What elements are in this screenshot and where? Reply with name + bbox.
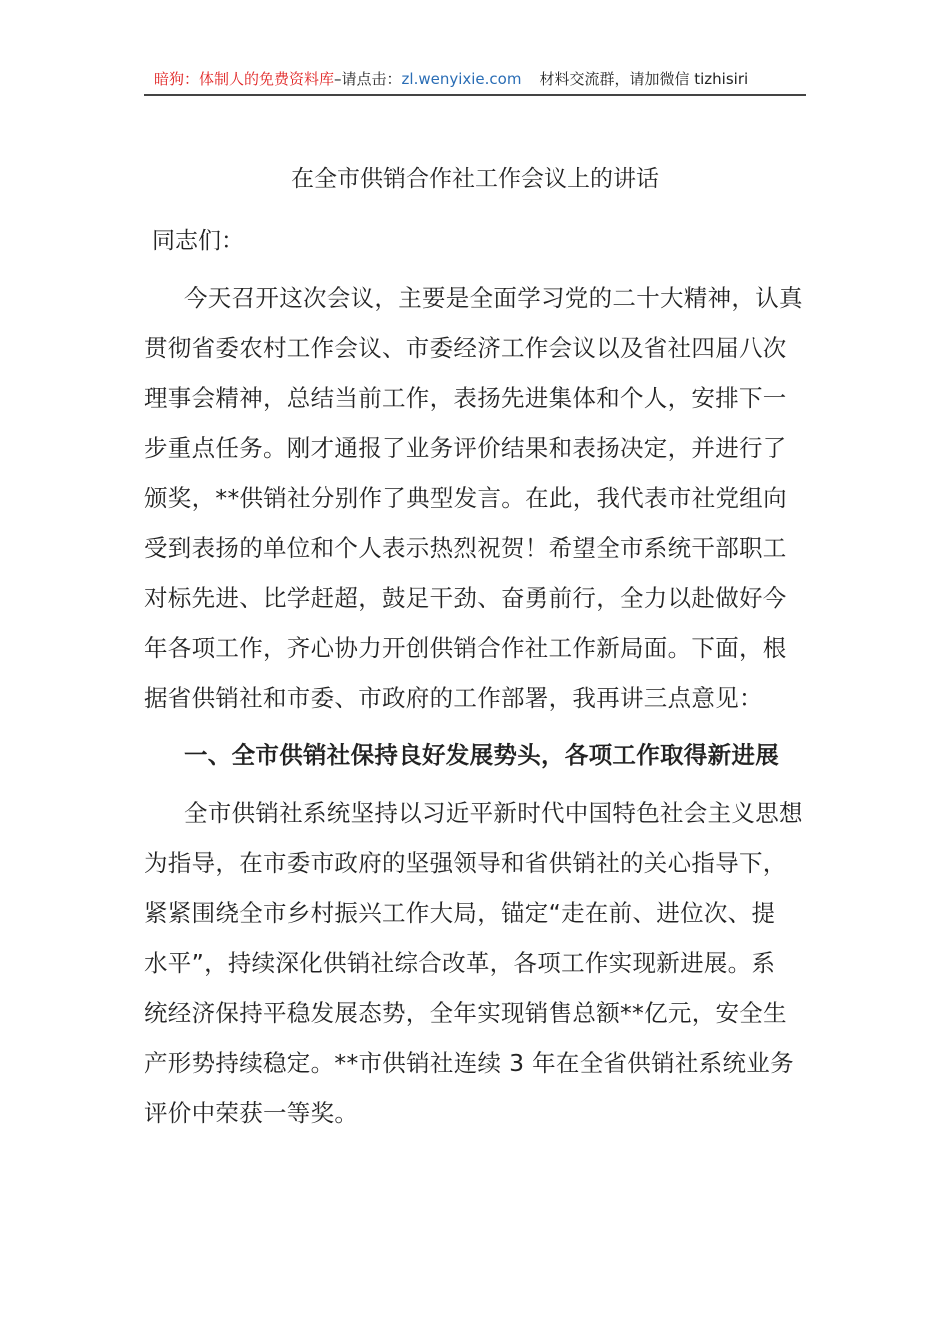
header-group: 材料交流群，请加微信 tizhisiri	[539, 70, 749, 88]
text-line: 年各项工作，齐心协力开创供销合作社工作新局面。下面，根	[144, 634, 787, 662]
text-line: 理事会精神，总结当前工作，表扬先进集体和个人，安排下一	[144, 384, 787, 412]
header-click: –请点击：	[334, 70, 402, 88]
header-url-link[interactable]: zl.wenyixie.com	[401, 70, 522, 88]
text-line: 全市供销社系统坚持以习近平新时代中国特色社会主义思想	[184, 799, 803, 827]
text-line: 步重点任务。刚才通报了业务评价结果和表扬决定，并进行了	[144, 434, 787, 462]
header-brand: 暗狗：体制人的免费资料库	[154, 70, 335, 88]
greeting: 同志们：	[152, 228, 244, 254]
section-heading-1: 一、全市供销社保持良好发展势头，各项工作取得新进展	[184, 741, 779, 769]
text-line: 紧紧围绕全市乡村振兴工作大局，锚定“走在前、进位次、提	[144, 899, 776, 927]
text-line: 贯彻省委农村工作会议、市委经济工作会议以及省社四届八次	[144, 334, 787, 362]
text-line: 统经济保持平稳发展态势，全年实现销售总额**亿元，安全生	[144, 999, 787, 1027]
text-line: 为指导，在市委市政府的坚强领导和省供销社的关心指导下，	[144, 849, 787, 877]
document-title: 在全市供销合作社工作会议上的讲话	[291, 166, 659, 192]
text-line: 今天召开这次会议，主要是全面学习党的二十大精神，认真	[184, 284, 803, 312]
text-line: 受到表扬的单位和个人表示热烈祝贺！希望全市系统干部职工	[144, 534, 787, 562]
text-line: 颁奖，**供销社分别作了典型发言。在此，我代表市社党组向	[144, 484, 787, 512]
text-line: 评价中荣获一等奖。	[144, 1099, 359, 1127]
page-header	[144, 68, 806, 96]
text-line: 水平”，持续深化供销社综合改革，各项工作实现新进展。系	[144, 949, 776, 977]
text-line: 据省供销社和市委、市政府的工作部署，我再讲三点意见：	[144, 684, 763, 712]
text-line: 产形势持续稳定。**市供销社连续 3 年在全省供销社系统业务	[144, 1049, 794, 1077]
text-line: 对标先进、比学赶超，鼓足干劲、奋勇前行，全力以赴做好今	[144, 584, 787, 612]
